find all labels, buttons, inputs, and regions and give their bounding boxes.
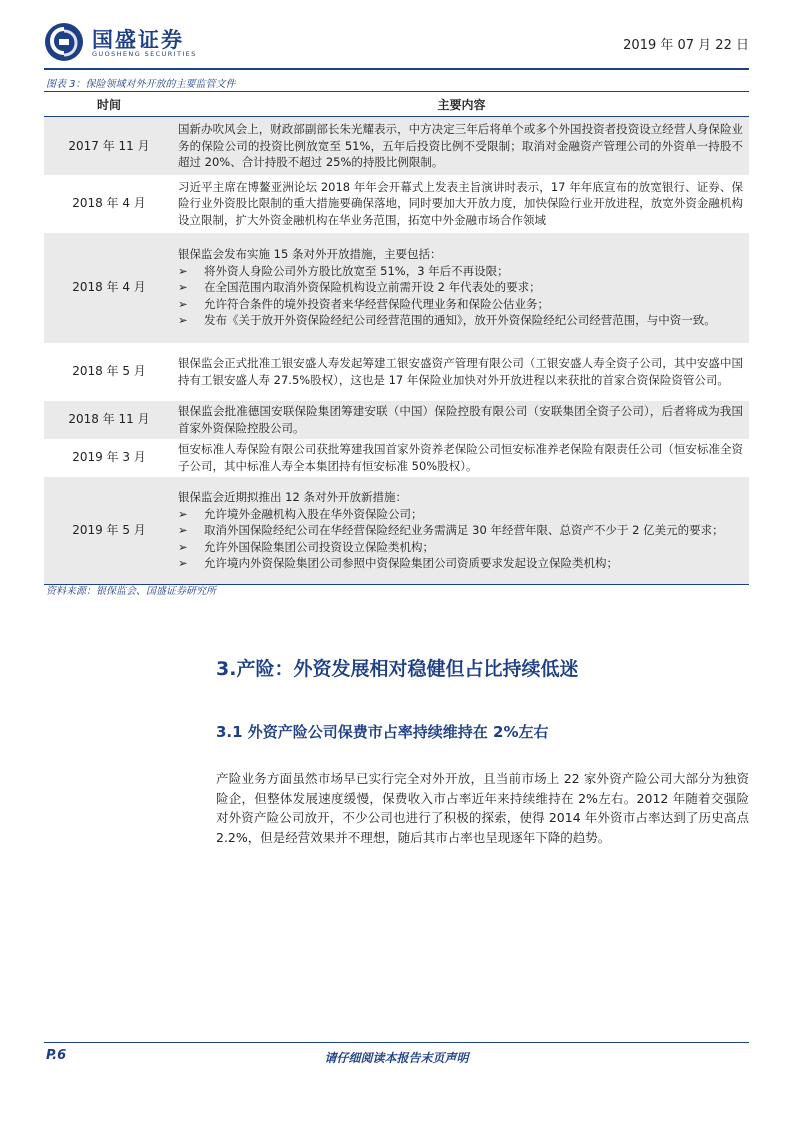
table-row bbox=[44, 175, 749, 233]
list-item bbox=[178, 539, 743, 556]
row-content: 银保监会批准德国安联保险集团筹建安联（中国）保险控股有限公司（安联集团全资子公司），后者将成为我国首家外资保险控股公司。 bbox=[174, 401, 749, 439]
arrow-bullet-icon: ➢ bbox=[178, 523, 188, 537]
page-header bbox=[44, 22, 749, 66]
row-time: 2019 年 5 月 bbox=[44, 477, 174, 585]
row-content bbox=[174, 477, 749, 585]
list-item bbox=[178, 522, 743, 539]
row-time: 2018 年 11 月 bbox=[44, 401, 174, 439]
table-row bbox=[44, 343, 749, 401]
arrow-bullet-icon: ➢ bbox=[178, 556, 188, 570]
row-content: 国新办吹风会上，财政部副部长朱光耀表示，中方决定三年后将单个或多个外国投资者投资设立经营人身保险业务的保险公司的投资比例放宽至 51%，五年后投资比例不受限制；取消对金融资产管理公司的外资单一持股不超过 20%、合计持股不超过 25%的持股比例限制。 bbox=[174, 117, 749, 175]
arrow-bullet-icon: ➢ bbox=[178, 263, 188, 278]
report-date: 2019 年 07 月 22 日 bbox=[623, 38, 749, 53]
row-time: 2018 年 4 月 bbox=[72, 196, 146, 211]
list-item bbox=[178, 279, 743, 296]
list-item bbox=[178, 296, 743, 313]
list-item bbox=[178, 312, 743, 329]
brand-subtitle: GUOSHENG SECURITIES bbox=[92, 50, 197, 58]
list-item-text: 允许境内外资保险集团公司参照中资保险集团公司资质要求发起设立保险类机构； bbox=[204, 556, 618, 570]
figure-caption: 图表 3：保险领域对外开放的主要监管文件 bbox=[46, 79, 236, 90]
row-content: 恒安标准人寿保险有限公司获批筹建我国首家外资养老保险公司恒安标准养老保险有限责任公司（恒安标准全资子公司，其中标准人寿全本集团持有恒安标准 50%股权）。 bbox=[178, 442, 743, 473]
row-content bbox=[174, 233, 749, 343]
table-row bbox=[44, 401, 749, 439]
section-heading: 3.产险：外资发展相对稳健但占比持续低迷 bbox=[216, 658, 579, 680]
row-time: 2018 年 5 月 bbox=[72, 364, 146, 379]
row-content: 银保监会正式批准工银安盛人寿发起筹建工银安盛资产管理有限公司（工银安盛人寿全资子公司，其中安盛中国持有工银安盛人寿 27.5%股权），这也是 17 年保险业加快对外开放进程以来获批的首家合资保险资管公司。 bbox=[178, 356, 743, 387]
regulation-table bbox=[44, 91, 749, 585]
body-paragraph: 产险业务方面虽然市场早已实行完全对外开放，且当前市场上 22 家外资产险公司大部分为独资险企，但整体发展速度缓慢，保费收入市占率近年来持续维持在 2%左右。2012 年随着交强险对外资产险公司放开，不少公司也进行了积极的探索，使得 2014 年外资市占率达到了历史高点 2.2%，但是经营效果并不理想，随后其市占率也呈现逐年下降的趋势。 bbox=[216, 771, 749, 845]
table-row bbox=[44, 117, 749, 175]
row-time: 2019 年 3 月 bbox=[72, 450, 146, 465]
table-row bbox=[44, 233, 749, 343]
table-header-row bbox=[44, 92, 749, 117]
list-item-text: 允许境外金融机构入股在华外资保险公司； bbox=[204, 506, 423, 521]
arrow-bullet-icon: ➢ bbox=[178, 539, 188, 554]
list-item-text: 允许外国保险集团公司投资设立保险类机构； bbox=[204, 539, 434, 554]
footer-disclaimer: 请仔细阅读本报告末页声明 bbox=[324, 1051, 469, 1065]
header-divider bbox=[44, 68, 749, 70]
arrow-bullet-icon: ➢ bbox=[178, 280, 188, 295]
brand-name: 国盛证券 bbox=[92, 28, 184, 52]
list-item bbox=[178, 263, 743, 280]
list-item bbox=[178, 555, 743, 572]
arrow-bullet-icon: ➢ bbox=[178, 313, 188, 328]
table-row bbox=[44, 439, 749, 477]
subsection-heading: 3.1 外资产险公司保费市占率持续维持在 2%左右 bbox=[216, 723, 549, 741]
list-item-text: 将外资人身险公司外方股比放宽至 51%，3 年后不再设限； bbox=[204, 263, 509, 278]
list-item-text: 允许符合条件的境外投资者来华经营保险代理业务和保险公估业务； bbox=[204, 296, 549, 311]
arrow-bullet-icon: ➢ bbox=[178, 506, 188, 521]
row-time: 2018 年 4 月 bbox=[44, 233, 174, 343]
table-row bbox=[44, 477, 749, 585]
list-item-text: 取消外国保险经纪公司在华经营保险经纪业务需满足 30 年经营年限、总资产不少于 2 亿美元的要求； bbox=[204, 523, 724, 537]
column-header-content: 主要内容 bbox=[174, 92, 749, 117]
column-header-time: 时间 bbox=[44, 92, 174, 117]
footer-divider bbox=[44, 1042, 749, 1043]
figure-source: 资料来源：银保监会、国盛证券研究所 bbox=[46, 586, 216, 597]
guosheng-logo-icon bbox=[44, 22, 84, 62]
list-item bbox=[178, 506, 743, 523]
row-content: 习近平主席在博鳌亚洲论坛 2018 年年会开幕式上发表主旨演讲时表示，17 年年底宣布的放宽银行、证券、保险行业外资股比限制的重大措施要确保落地，同时要加大开放力度，加快保险行业开放进程，放宽外资金融机构设立限制，扩大外资金融机构在华业务范围，拓宽中外金融市场合作领域 bbox=[178, 179, 743, 227]
row-intro: 银保监会近期拟推出 12 条对外开放新措施： bbox=[178, 490, 407, 504]
page-number: P.6 bbox=[46, 1048, 67, 1063]
arrow-bullet-icon: ➢ bbox=[178, 296, 188, 311]
row-time: 2017 年 11 月 bbox=[44, 117, 174, 175]
list-item-text: 发布《关于放开外资保险经纪公司经营范围的通知》，放开外资保险经纪公司经营范围，与中资一致。 bbox=[204, 313, 716, 328]
list-item-text: 在全国范围内取消外资保险机构设立前需开设 2 年代表处的要求； bbox=[204, 280, 541, 295]
row-intro: 银保监会发布实施 15 条对外开放措施，主要包括： bbox=[178, 247, 442, 262]
